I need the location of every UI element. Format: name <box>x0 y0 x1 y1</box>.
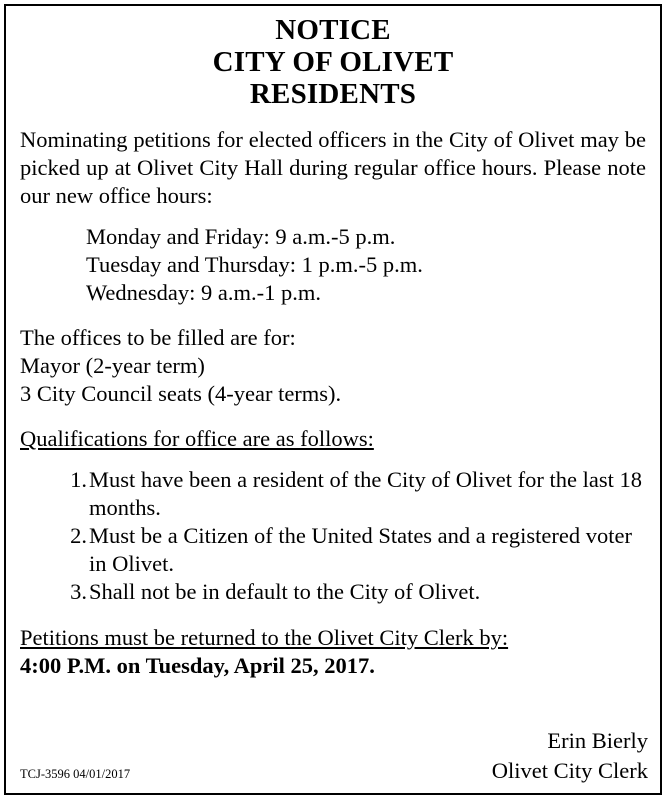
office-item: Mayor (2-year term) <box>20 353 205 378</box>
title-line-residents: RESIDENTS <box>249 78 417 110</box>
item-text: Shall not be in default to the City of Olivet. <box>89 579 481 604</box>
offices-section <box>20 324 646 408</box>
notice-title <box>6 14 660 110</box>
notice-body <box>20 126 646 680</box>
qualifications-heading: Qualifications for office are as follows: <box>20 426 374 451</box>
notice-frame <box>4 4 662 795</box>
office-hours <box>86 223 646 307</box>
signature-name: Erin Bierly <box>547 728 648 753</box>
title-line-notice: NOTICE <box>275 14 391 46</box>
item-text: Must have been a resident of the City of Olivet for the last 18 months. <box>89 467 642 520</box>
item-number: 3. <box>70 579 87 604</box>
intro-paragraph: Nominating petitions for elected officers in the City of Olivet may be picked up at Olivet City Hall during regular office hours. Please note our new office hours: <box>20 127 646 208</box>
hours-line: Monday and Friday: 9 a.m.-5 p.m. <box>86 224 396 249</box>
list-item <box>20 466 646 522</box>
qualifications-list <box>20 466 646 606</box>
signature-title: Olivet City Clerk <box>491 758 648 783</box>
petitions-line: Petitions must be returned to the Olivet City Clerk by: <box>20 625 509 650</box>
list-item <box>20 522 646 578</box>
item-number: 1. <box>70 467 87 492</box>
signature-block <box>492 726 648 786</box>
hours-line: Tuesday and Thursday: 1 p.m.-5 p.m. <box>86 252 423 277</box>
list-item <box>20 578 646 606</box>
hours-line: Wednesday: 9 a.m.-1 p.m. <box>86 280 322 305</box>
office-item: 3 City Council seats (4-year terms). <box>20 381 342 406</box>
item-text: Must be a Citizen of the United States and a registered voter in Olivet. <box>89 523 632 576</box>
deadline: 4:00 P.M. on Tuesday, April 25, 2017. <box>20 653 375 678</box>
title-line-city: CITY OF OLIVET <box>212 46 454 78</box>
offices-heading: The offices to be filled are for: <box>20 325 296 350</box>
reference-code: TCJ-3596 04/01/2017 <box>20 767 131 781</box>
item-number: 2. <box>70 523 87 548</box>
